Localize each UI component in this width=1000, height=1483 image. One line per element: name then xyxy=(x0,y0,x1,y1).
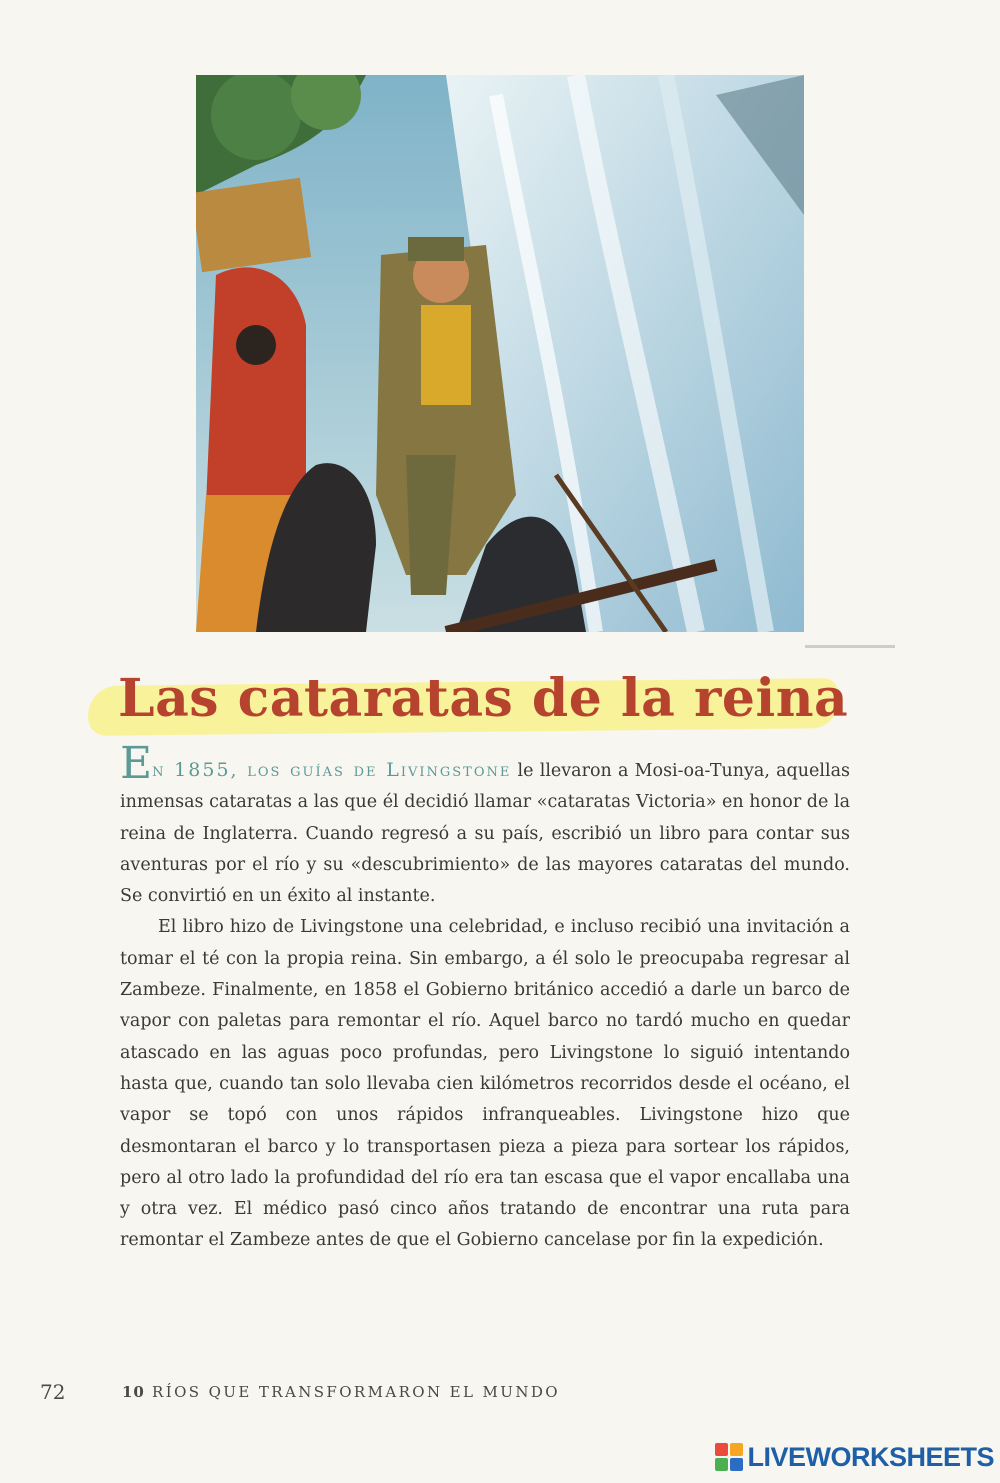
liveworksheets-watermark xyxy=(715,1441,994,1473)
page-number: 72 xyxy=(40,1380,66,1404)
liveworksheets-logo-icon xyxy=(715,1443,743,1471)
title-block xyxy=(88,668,848,748)
paragraph-2: El libro hizo de Livingstone una celebridad, e incluso recibió una invitación a tomar el té con la propia reina. Sin embargo, a él solo le preocupaba regresar al Zambeze. Finalmente, en 1858 el Gobierno británico accedió a darle un barco de vapor con paletas para remontar el río. Aquel barco no tardó mucho en quedar atascado en las aguas poco profundas, pero Livingstone lo siguió intentando hasta que, cuando tan solo llevaba cien kilómetros recorridos desde el océano, el vapor se topó con unos rápidos infranqueables. Livingstone hizo que desmontaran el barco y lo transportasen pieza a pieza para sortear los rápidos, pero al otro lado la profundidad del río era tan escasa que el vapor encallaba una y otra vez. El médico pasó cinco años tratando de encontrar una ruta para remontar el Zambeze antes de que el Gobierno cancelase por fin la expedición. xyxy=(120,917,850,1251)
drop-cap: E xyxy=(120,738,153,789)
article-body xyxy=(120,738,850,1257)
intro-text: le llevaron a Mosi-oa-Tunya, aquellas inmensas cataratas a las que él decidió llamar «cataratas Victoria» en honor de la reina de Inglaterra. Cuando regresó a su país, escribió un libro para contar sus aventuras por el río y su «descubrimiento» de las mayores cataratas del mundo. Se convirtió en un éxito al instante. xyxy=(120,761,850,907)
watermark-text: LIVEWORKSHEETS xyxy=(747,1441,994,1472)
paragraph-intro xyxy=(120,738,850,912)
waterfall-illustration xyxy=(196,75,804,632)
image-credit xyxy=(805,645,895,648)
painting-image xyxy=(196,75,804,632)
page-title: Las cataratas de la reina xyxy=(118,668,849,729)
footer-book-title: RÍOS QUE TRANSFORMARON EL MUNDO xyxy=(152,1383,560,1401)
running-footer xyxy=(122,1383,560,1401)
lead-in: n 1855, los guías de Livingstone xyxy=(152,759,512,781)
footer-number: 10 xyxy=(122,1383,145,1401)
